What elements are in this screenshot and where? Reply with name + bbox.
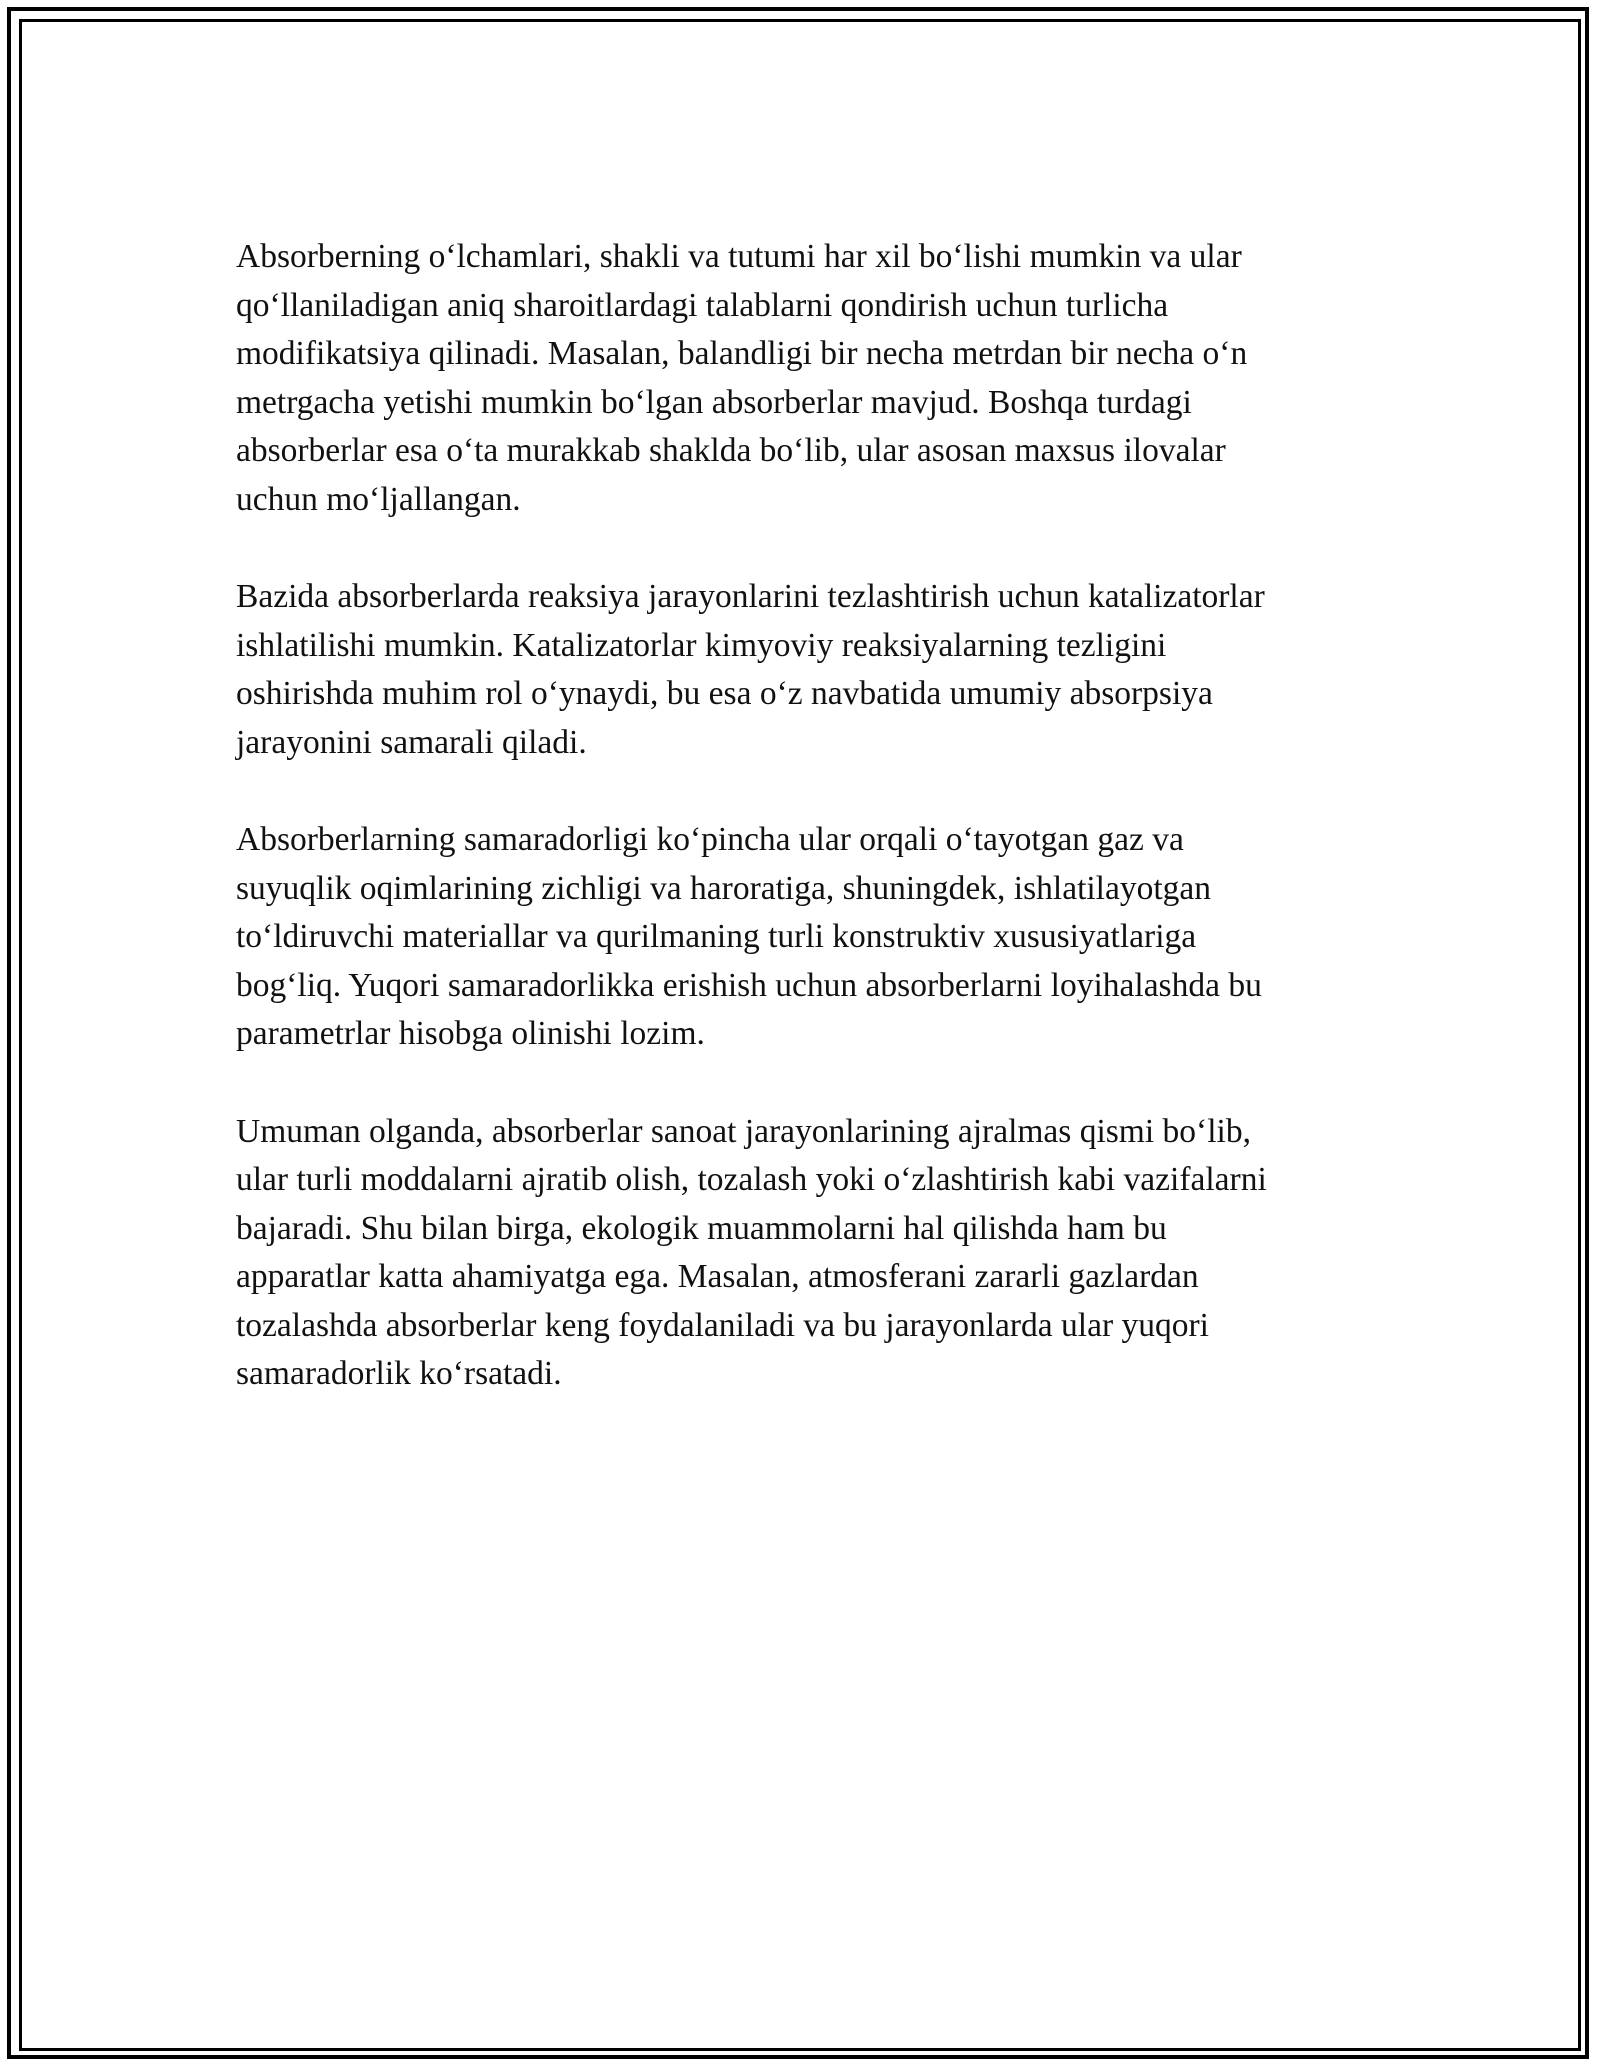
paragraph-3: Absorberlarning samaradorligi ko‘pincha ular orqali o‘tayotgan gaz va suyuqlik oqimlarining zichligi va haroratiga, shuningdek, ishlatilayotgan to‘ldiruvchi materiallar va qurilmaning turli konstruktiv xususiyatlariga bog‘liq. Yuqori samaradorlikka erishish uchun absorberlarni loyihalashda bu parametrlar hisobga olinishi lozim.: [236, 821, 1262, 1052]
paragraph-4: Umuman olganda, absorberlar sanoat jarayonlarining ajralmas qismi bo‘lib, ular turli moddalarni ajratib olish, tozalash yoki o‘zlashtirish kabi vazifalarni bajaradi. Shu bilan birga, ekologik muammolarni hal qilishda ham bu apparatlar katta ahamiyatga ega. Masalan, atmosferani zararli gazlardan tozalashda absorberlar keng foydalaniladi va bu jarayonlarda ular yuqori samaradorlik ko‘rsatadi.: [236, 1112, 1267, 1392]
paragraph-2: Bazida absorberlarda reaksiya jarayonlarini tezlashtirish uchun katalizatorlar ishlatilishi mumkin. Katalizatorlar kimyoviy reaksiyalarning tezligini oshirishda muhim rol o‘ynaydi, bu esa o‘z navbatida umumiy absorpsiya jarayonini samarali qiladi.: [236, 578, 1265, 761]
paragraph-1: Absorberning o‘lchamlari, shakli va tutumi har xil bo‘lishi mumkin va ular qo‘llaniladigan aniq sharoitlardagi talablarni qondirish uchun turlicha modifikatsiya qilinadi. Masalan, balandligi bir necha metrdan bir necha o‘n metrgacha yetishi mumkin bo‘lgan absorberlar mavjud. Boshqa turdagi absorberlar esa o‘ta murakkab shaklda bo‘lib, ular asosan maxsus ilovalar uchun mo‘ljallangan.: [236, 238, 1248, 518]
document-body: [236, 233, 1376, 1448]
